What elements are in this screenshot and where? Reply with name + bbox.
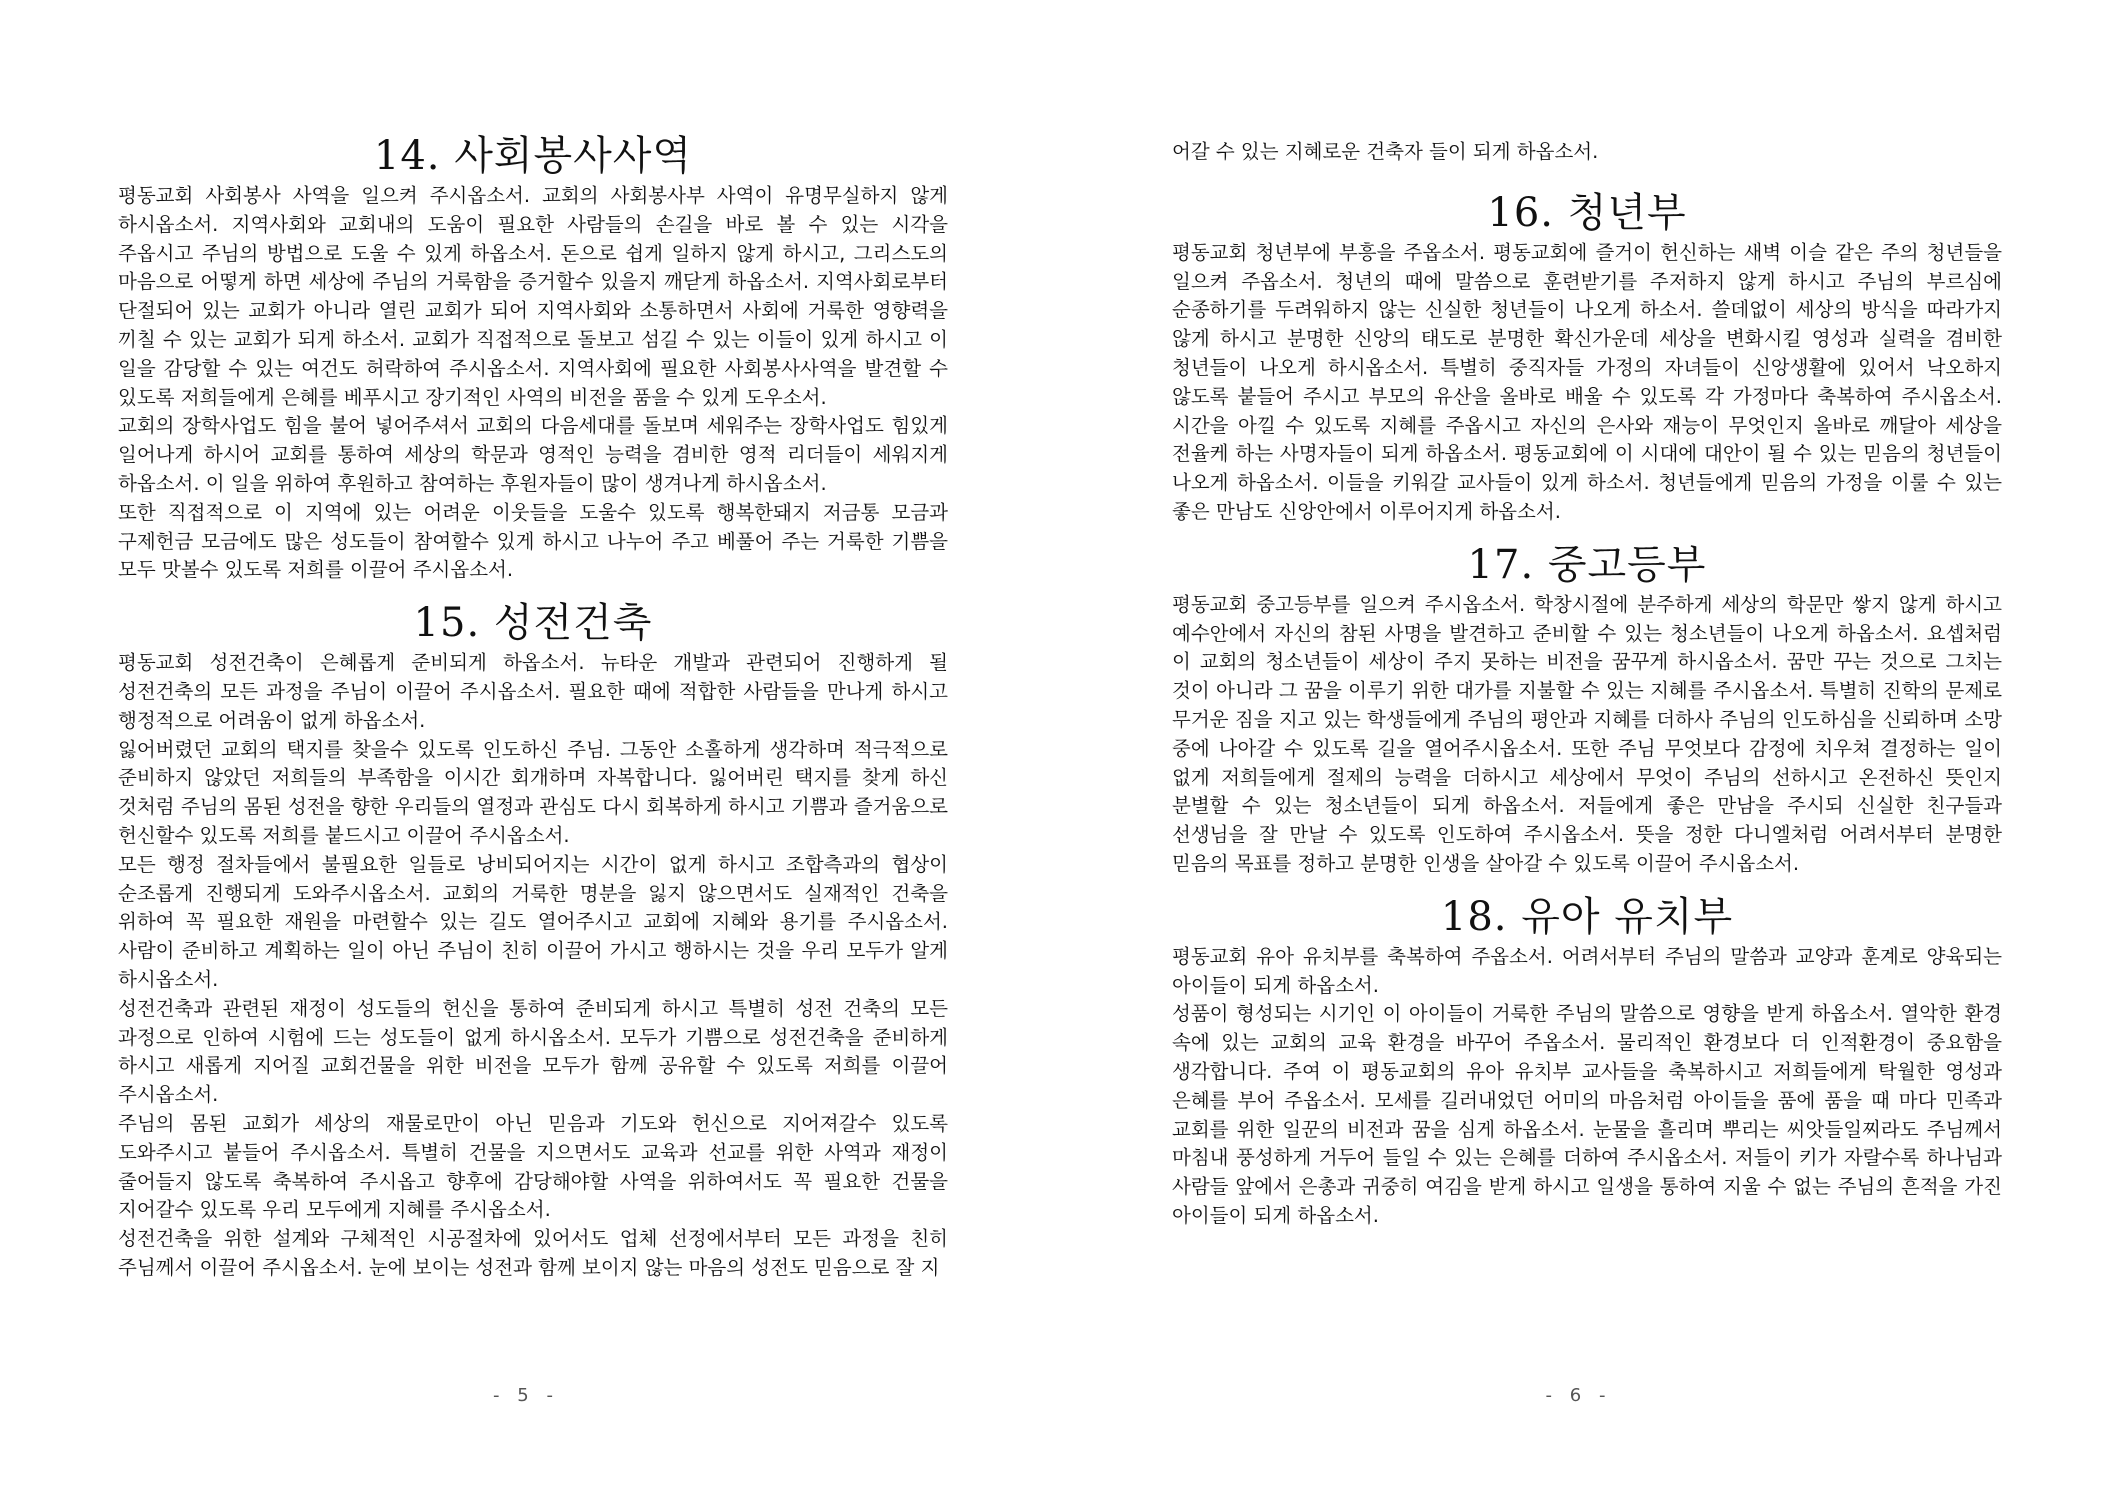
paragraph: 평동교회 성전건축이 은혜롭게 준비되게 하옵소서. 뉴타운 개발과 관련되어 진행하게 될 성전건축의 모든 과정을 주님이 이끌어 주시옵소서. 필요한 때에 적합한 사람들을 만나게 하시고 행정적으로 어려움이 없게 하옵소서. [118,651,948,732]
paragraph: 평동교회 유아 유치부를 축복하여 주옵소서. 어려서부터 주님의 말씀과 교양과 훈계로 양육되는 아이들이 되게 하옵소서. [1172,944,2002,997]
continued-paragraph: 어갈 수 있는 지혜로운 건축자 들이 되게 하옵소서. [1172,140,1599,163]
section-kindergarten [1172,891,2002,1231]
section-title: 16. 청년부 [1487,189,1687,236]
section-young-adults [1172,187,2002,527]
page-number: - 6 - [1545,1385,1612,1406]
left-page-column [118,130,948,1295]
paragraph: 모든 행정 절차들에서 불필요한 일들로 낭비되어지는 시간이 없게 하시고 조합측과의 협상이 순조롭게 진행되게 도와주시옵소서. 교회의 거룩한 명분을 잃지 않으면서도 실재적인 건축을 위하여 꼭 필요한 재원을 마련할수 있는 길도 열어주시고 교회에 지혜와 용기를 주시옵소서. 사람이 준비하고 계획하는 일이 아닌 주님이 친히 이끌어 가시고 행하시는 것을 우리 모두가 알게 하시옵소서. [118,852,948,991]
section-church-building [118,597,948,1283]
section-title: 15. 성전건축 [413,600,653,647]
paragraph: 성전건축과 관련된 재정이 성도들의 헌신을 통하여 준비되게 하시고 특별히 성전 건축의 모든 과정으로 인하여 시험에 드는 성도들이 없게 하시옵소서. 모두가 기쁨으로 성전건축을 준비하게 하시고 새롭게 지어질 교회건물을 위한 비전을 모두가 함께 공유할 수 있도록 저희를 이끌어 주시옵소서. [118,996,948,1107]
page-number: - 5 - [493,1385,559,1406]
paragraph: 평동교회 중고등부를 일으켜 주시옵소서. 학창시절에 분주하게 세상의 학문만 쌓지 않게 하시고 예수안에서 자신의 참된 사명을 발견하고 준비할 수 있는 청소년들이 나오게 하옵소서. 요셉처럼 이 교회의 청소년들이 세상이 주지 못하는 비전을 꿈꾸게 하시옵소서. 꿈만 꾸는 것으로 그치는 것이 아니라 그 꿈을 이루기 위한 대가를 지불할 수 있는 지혜를 주시옵소서. 특별히 진학의 문제로 무거운 짐을 지고 있는 학생들에게 주님의 평안과 지혜를 더하사 주님의 인도하심을 신뢰하며 소망 중에 나아갈 수 있도록 길을 열어주시옵소서. 또한 주님 무엇보다 감정에 치우쳐 결정하는 일이 없게 저희들에게 절제의 능력을 더하시고 세상에서 무엇이 주님의 선하시고 온전하신 뜻인지 분별할 수 있는 청소년들이 되게 하옵소서. 저들에게 좋은 만남을 주시되 신실한 친구들과 선생님을 잘 만날 수 있도록 인도하여 주시옵소서. 뜻을 정한 다니엘처럼 어려서부터 분명한 믿음의 목표를 정하고 분명한 인생을 살아갈 수 있도록 이끌어 주시옵소서. [1172,592,2002,875]
section-title: 17. 중고등부 [1467,541,1707,588]
paragraph: 성품이 형성되는 시기인 이 아이들이 거룩한 주님의 말씀으로 영향을 받게 하옵소서. 열악한 환경 속에 있는 교회의 교육 환경을 바꾸어 주옵소서. 물리적인 환경보다 더 인적환경이 중요함을 생각합니다. 주여 이 평동교회의 유아 유치부 교사들을 축복하시고 저희들에게 탁월한 영성과 은혜를 부어 주옵소서. 모세를 길러내었던 어미의 마음처럼 아이들을 품에 품을 때 마다 민족과 교회를 위한 일꾼의 비전과 꿈을 심게 하옵소서. 눈물을 흘리며 뿌리는 씨앗들일찌라도 주님께서 마침내 풍성하게 거두어 들일 수 있는 은혜를 더하여 주시옵소서. 저들이 키가 자랄수록 하나님과 사람들 앞에서 은총과 귀중히 여김을 받게 하시고 일생을 통하여 지울 수 없는 주님의 흔적을 가진 아이들이 되게 하옵소서. [1172,1002,2002,1227]
right-page-column [1172,138,2002,1243]
left-page [0,0,1052,1488]
section-social-service [118,130,948,585]
paragraph: 성전건축을 위한 설계와 구체적인 시공절차에 있어서도 업체 선정에서부터 모든 과정을 친히 주님께서 이끌어 주시옵소서. 눈에 보이는 성전과 함께 보이지 않는 마음의 성전도 믿음으로 잘 지 [118,1227,948,1279]
paragraph: 또한 직접적으로 이 지역에 있는 어려운 이웃들을 도울수 있도록 행복한돼지 저금통 모금과 구제헌금 모금에도 많은 성도들이 참여할수 있게 하시고 나누어 주고 베풀어 주는 거룩한 기쁨을 모두 맛볼수 있도록 저희를 이끌어 주시옵소서. [118,500,948,582]
paragraph: 평동교회 사회봉사 사역을 일으켜 주시옵소서. 교회의 사회봉사부 사역이 유명무실하지 않게 하시옵소서. 지역사회와 교회내의 도움이 필요한 사람들의 손길을 바로 볼 수 있는 시각을 주옵시고 주님의 방법으로 도울 수 있게 하옵소서. 돈으로 쉽게 일하지 않게 하시고, 그리스도의 마음으로 어떻게 하면 세상에 주님의 거룩함을 증거할수 있을지 깨닫게 하옵소서. 지역사회로부터 단절되어 있는 교회가 아니라 열린 교회가 되어 지역사회와 소통하면서 사회에 거룩한 영향력을 끼칠 수 있는 교회가 되게 하소서. 교회가 직접적으로 돌보고 섬길 수 있는 이들이 있게 하시고 이 일을 감당할 수 있는 여건도 허락하여 주시옵소서. 지역사회에 필요한 사회봉사사역을 발견할 수 있도록 저희들에게 은혜를 베푸시고 장기적인 사역의 비전을 품을 수 있게 도우소서. [118,184,948,409]
section-title: 18. 유아 유치부 [1440,893,1734,940]
paragraph: 잃어버렸던 교회의 택지를 찾을수 있도록 인도하신 주님. 그동안 소홀하게 생각하며 적극적으로 준비하지 않았던 저희들의 부족함을 이시간 회개하며 자복합니다. 잃어버린 택지를 찾게 하신 것처럼 주님의 몸된 성전을 향한 우리들의 열정과 관심도 다시 회복하게 하시고 기쁨과 즐거움으로 헌신할수 있도록 저희를 붙드시고 이끌어 주시옵소서. [118,737,948,847]
right-page [1052,0,2105,1488]
paragraph: 평동교회 청년부에 부흥을 주옵소서. 평동교회에 즐거이 헌신하는 새벽 이슬 같은 주의 청년들을 일으켜 주옵소서. 청년의 때에 말씀으로 훈련받기를 주저하지 않게 하시고 주님의 부르심에 순종하기를 두려워하지 않는 신실한 청년들이 나오게 하소서. 쓸데없이 세상의 방식을 따라가지 않게 하시고 분명한 신앙의 태도로 분명한 확신가운데 세상을 변화시킬 영성과 실력을 겸비한 청년들이 나오게 하시옵소서. 특별히 중직자들 가정의 자녀들이 신앙생활에 있어서 낙오하지 않도록 붙들어 주시고 부모의 유산을 올바로 배울 수 있도록 각 가정마다 축복하여 주시옵소서. 시간을 아낄 수 있도록 지혜를 주옵시고 자신의 은사와 재능이 무엇인지 올바로 깨달아 세상을 전율케 하는 사명자들이 되게 하옵소서. 평동교회에 이 시대에 대안이 될 수 있는 믿음의 청년들이 나오게 하옵소서. 이들을 키워갈 교사들이 있게 하소서. 청년들에게 믿음의 가정을 이룰 수 있는 좋은 만남도 신앙안에서 이루어지게 하옵소서. [1172,240,2002,523]
paragraph: 주님의 몸된 교회가 세상의 재물로만이 아닌 믿음과 기도와 헌신으로 지어져갈수 있도록 도와주시고 붙들어 주시옵소서. 특별히 건물을 지으면서도 교육과 선교를 위한 사역과 재정이 줄어들지 않도록 축복하여 주시옵고 향후에 감당해야할 사역을 위하여서도 꼭 필요한 건물을 지어갈수 있도록 우리 모두에게 지혜를 주시옵소서. [118,1111,948,1222]
section-youth [1172,539,2002,879]
section-title: 14. 사회봉사사역 [373,133,693,179]
paragraph: 교회의 장학사업도 힘을 불어 넣어주셔서 교회의 다음세대를 돌보며 세워주는 장학사업도 힘있게 일어나게 하시어 교회를 통하여 세상의 학문과 영적인 능력을 겸비한 영적 리더들이 세워지게 하옵소서. 이 일을 위하여 후원하고 참여하는 후원자들이 많이 생겨나게 하시옵소서. [118,414,948,495]
